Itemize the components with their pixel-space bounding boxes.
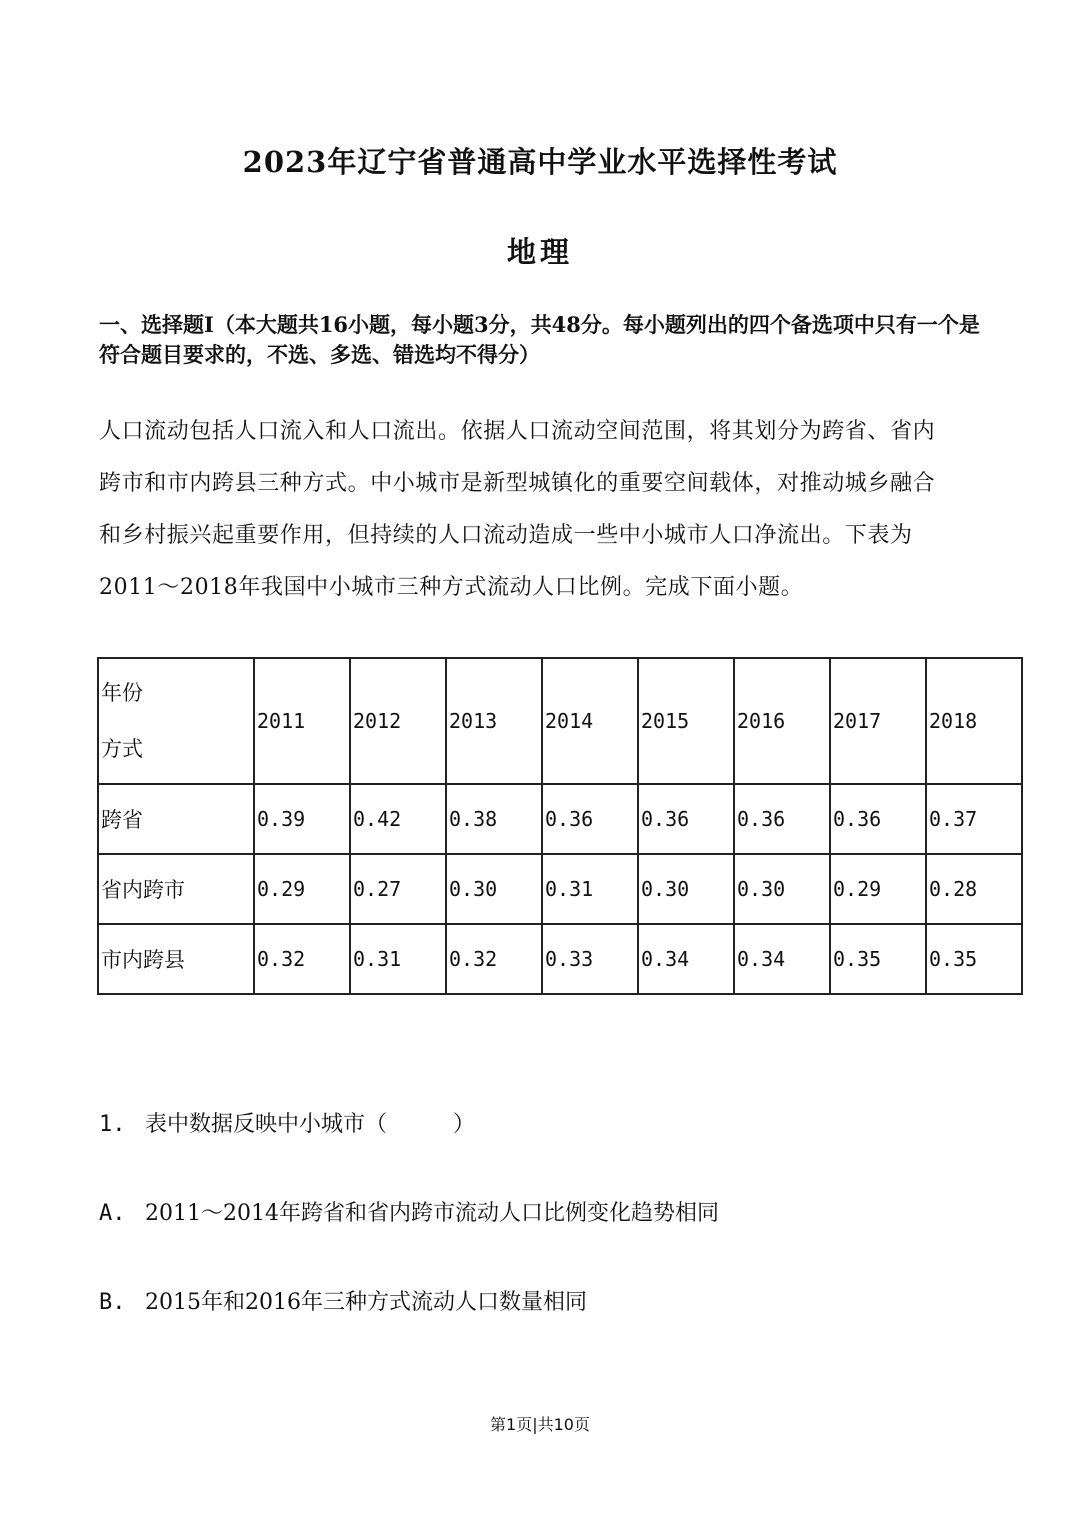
table-cell: 0.37 [926, 784, 1022, 854]
option-label: A. [99, 1201, 126, 1226]
table-row [98, 784, 1022, 854]
year-header-cell: 2012 [350, 658, 446, 784]
subject-title: 地理 [506, 235, 573, 269]
table-cell: 0.34 [734, 924, 830, 994]
section-heading: 一、选择题Ⅰ（本大题共16小题，每小题3分，共48分。每小题列出的四个备选项中只有一个是符合题目要求的，不选、多选、错选均不得分） [99, 312, 980, 367]
table-cell: 0.30 [446, 854, 542, 924]
exam-title: 2023年辽宁省普通高中学业水平选择性考试 [242, 145, 838, 179]
option-text: 2015年和2016年三种方式流动人口数量相同 [145, 1290, 587, 1315]
year-header-cell: 2015 [638, 658, 734, 784]
table-cell: 0.36 [734, 784, 830, 854]
migration-ratio-table [97, 657, 1023, 995]
option-b [99, 1285, 587, 1316]
table-cell: 0.42 [350, 784, 446, 854]
page-footer: 第1页|共10页 [490, 1415, 590, 1434]
header-mode-label: 方式 [101, 737, 143, 761]
table-cell: 0.27 [350, 854, 446, 924]
year-header-cell: 2011 [254, 658, 350, 784]
table-cell: 0.32 [446, 924, 542, 994]
passage [99, 406, 989, 614]
table-cell: 0.30 [734, 854, 830, 924]
question-number: 1. [99, 1112, 126, 1137]
table-cell: 0.31 [350, 924, 446, 994]
row-label-cell: 市内跨县 [98, 924, 254, 994]
table-cell: 0.38 [446, 784, 542, 854]
table-cell: 0.31 [542, 854, 638, 924]
table-cell: 0.34 [638, 924, 734, 994]
table-cell: 0.36 [542, 784, 638, 854]
table-header-row [98, 658, 1022, 784]
table-row [98, 924, 1022, 994]
corner-header-cell [98, 658, 254, 784]
table-cell: 0.33 [542, 924, 638, 994]
question-stem [99, 1107, 475, 1138]
row-label-cell: 跨省 [98, 784, 254, 854]
passage-line: 人口流动包括人口流入和人口流出。依据人口流动空间范围，将其划分为跨省、省内 [99, 419, 936, 444]
table-cell: 0.35 [830, 924, 926, 994]
option-label: B. [99, 1290, 126, 1315]
table-cell: 0.30 [638, 854, 734, 924]
table-cell: 0.29 [254, 854, 350, 924]
table-cell: 0.32 [254, 924, 350, 994]
year-header-cell: 2014 [542, 658, 638, 784]
table-row [98, 854, 1022, 924]
year-header-cell: 2016 [734, 658, 830, 784]
row-label-cell: 省内跨市 [98, 854, 254, 924]
table-cell: 0.36 [830, 784, 926, 854]
passage-line: 2011～2018年我国中小城市三种方式流动人口比例。完成下面小题。 [99, 575, 804, 600]
year-header-cell: 2017 [830, 658, 926, 784]
year-header-cell: 2013 [446, 658, 542, 784]
question-text: 表中数据反映中小城市（ ） [145, 1112, 476, 1137]
passage-line: 和乡村振兴起重要作用，但持续的人口流动造成一些中小城市人口净流出。下表为 [99, 523, 913, 548]
option-text: 2011～2014年跨省和省内跨市流动人口比例变化趋势相同 [145, 1201, 719, 1226]
table-cell: 0.36 [638, 784, 734, 854]
option-a [99, 1196, 719, 1227]
table-cell: 0.39 [254, 784, 350, 854]
table-cell: 0.29 [830, 854, 926, 924]
table-cell: 0.28 [926, 854, 1022, 924]
header-year-label: 年份 [101, 681, 143, 705]
table-cell: 0.35 [926, 924, 1022, 994]
passage-line: 跨市和市内跨县三种方式。中小城市是新型城镇化的重要空间载体，对推动城乡融合 [99, 471, 936, 496]
year-header-cell: 2018 [926, 658, 1022, 784]
